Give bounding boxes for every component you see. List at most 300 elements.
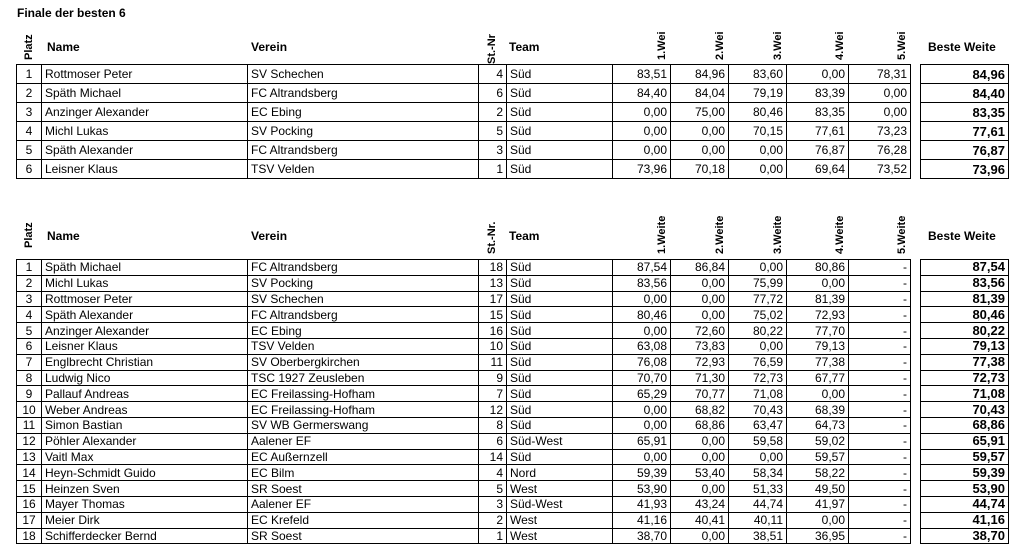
weite-3-cell: 0,00	[729, 338, 787, 354]
weite-3-cell: 0,00	[729, 160, 787, 179]
weite-5-cell: -	[849, 449, 911, 465]
platz-cell: 8	[17, 370, 42, 386]
beste-weite-cell: 87,54	[921, 260, 1009, 276]
header-stnr: St.-Nr	[486, 34, 498, 64]
header-weite-5: 5.Weite	[896, 215, 908, 254]
startnummer-cell: 10	[479, 338, 507, 354]
name-cell: Rottmoser Peter	[42, 291, 248, 307]
header-weite-2: 2.Weite	[714, 215, 726, 254]
weite-3-cell: 71,08	[729, 386, 787, 402]
table-row	[17, 417, 1009, 433]
table-row	[17, 512, 1009, 528]
table-row	[17, 122, 1009, 141]
header-weite-4: 4.Wei	[834, 31, 846, 60]
platz-cell: 5	[17, 141, 42, 160]
spacer	[911, 84, 921, 103]
weite-1-cell: 0,00	[613, 417, 671, 433]
startnummer-cell: 8	[479, 417, 507, 433]
verein-cell: SV Oberbergkirchen	[248, 354, 479, 370]
header-name: Name	[47, 229, 80, 243]
weite-2-cell: 72,93	[671, 354, 729, 370]
weite-2-cell: 0,00	[671, 141, 729, 160]
beste-weite-cell: 80,22	[921, 323, 1009, 339]
verein-cell: FC Altrandsberg	[248, 84, 479, 103]
verein-cell: EC Außernzell	[248, 449, 479, 465]
weite-2-cell: 53,40	[671, 465, 729, 481]
startnummer-cell: 18	[479, 260, 507, 276]
weite-2-cell: 70,77	[671, 386, 729, 402]
platz-cell: 1	[17, 65, 42, 84]
weite-4-cell: 83,35	[787, 103, 849, 122]
name-cell: Schifferdecker Bernd	[42, 528, 248, 544]
weite-2-cell: 72,60	[671, 323, 729, 339]
table-row	[17, 465, 1009, 481]
weite-3-cell: 40,11	[729, 512, 787, 528]
verein-cell: EC Freilassing-Hofham	[248, 402, 479, 418]
weite-3-cell: 0,00	[729, 449, 787, 465]
name-cell: Anzinger Alexander	[42, 323, 248, 339]
header-weite-5: 5.Wei	[896, 31, 908, 60]
weite-5-cell: -	[849, 528, 911, 544]
team-cell: Süd	[507, 141, 613, 160]
platz-cell: 4	[17, 307, 42, 323]
weite-2-cell: 40,41	[671, 512, 729, 528]
weite-4-cell: 49,50	[787, 481, 849, 497]
header-weite-4: 4.Weite	[834, 215, 846, 254]
weite-3-cell: 70,15	[729, 122, 787, 141]
verein-cell: SV Pocking	[248, 275, 479, 291]
verein-cell: FC Altrandsberg	[248, 307, 479, 323]
header-weite-1: 1.Wei	[656, 31, 668, 60]
header-beste-weite: Beste Weite	[928, 229, 996, 243]
weite-3-cell: 75,02	[729, 307, 787, 323]
team-cell: Süd-West	[507, 496, 613, 512]
spacer	[911, 402, 921, 418]
startnummer-cell: 14	[479, 449, 507, 465]
team-cell: Süd	[507, 402, 613, 418]
spacer	[911, 354, 921, 370]
weite-2-cell: 43,24	[671, 496, 729, 512]
team-cell: Süd	[507, 122, 613, 141]
beste-weite-cell: 71,08	[921, 386, 1009, 402]
table-row	[17, 433, 1009, 449]
weite-1-cell: 0,00	[613, 323, 671, 339]
startnummer-cell: 12	[479, 402, 507, 418]
table-row	[17, 141, 1009, 160]
name-cell: Englbrecht Christian	[42, 354, 248, 370]
team-cell: West	[507, 481, 613, 497]
weite-5-cell: -	[849, 338, 911, 354]
weite-5-cell: -	[849, 496, 911, 512]
name-cell: Heinzen Sven	[42, 481, 248, 497]
weite-5-cell: -	[849, 402, 911, 418]
weite-5-cell: -	[849, 370, 911, 386]
startnummer-cell: 5	[479, 481, 507, 497]
beste-weite-cell: 59,39	[921, 465, 1009, 481]
startnummer-cell: 7	[479, 386, 507, 402]
weite-3-cell: 44,74	[729, 496, 787, 512]
weite-3-cell: 80,46	[729, 103, 787, 122]
weite-5-cell: -	[849, 354, 911, 370]
platz-cell: 6	[17, 338, 42, 354]
weite-2-cell: 0,00	[671, 291, 729, 307]
weite-3-cell: 0,00	[729, 141, 787, 160]
spacer	[911, 291, 921, 307]
beste-weite-cell: 83,35	[921, 103, 1009, 122]
team-cell: Süd	[507, 65, 613, 84]
weite-4-cell: 77,38	[787, 354, 849, 370]
header-verein: Verein	[251, 229, 288, 243]
weite-2-cell: 68,82	[671, 402, 729, 418]
weite-5-cell: -	[849, 481, 911, 497]
beste-weite-cell: 79,13	[921, 338, 1009, 354]
spacer	[911, 386, 921, 402]
verein-cell: TSV Velden	[248, 338, 479, 354]
weite-1-cell: 0,00	[613, 122, 671, 141]
name-cell: Anzinger Alexander	[42, 103, 248, 122]
weite-3-cell: 63,47	[729, 417, 787, 433]
beste-weite-cell: 76,87	[921, 141, 1009, 160]
weite-1-cell: 0,00	[613, 141, 671, 160]
weite-1-cell: 38,70	[613, 528, 671, 544]
name-cell: Heyn-Schmidt Guido	[42, 465, 248, 481]
beste-weite-cell: 53,90	[921, 481, 1009, 497]
weite-1-cell: 63,08	[613, 338, 671, 354]
page-title: Finale der besten 6	[17, 6, 126, 20]
team-cell: Süd	[507, 417, 613, 433]
startnummer-cell: 1	[479, 528, 507, 544]
verein-cell: SV Schechen	[248, 65, 479, 84]
name-cell: Weber Andreas	[42, 402, 248, 418]
table-row	[17, 260, 1009, 276]
table-row	[17, 275, 1009, 291]
weite-5-cell: 73,52	[849, 160, 911, 179]
header-platz: Platz	[23, 222, 35, 248]
weite-5-cell: -	[849, 260, 911, 276]
platz-cell: 9	[17, 386, 42, 402]
beste-weite-cell: 84,40	[921, 84, 1009, 103]
spacer	[911, 141, 921, 160]
weite-2-cell: 0,00	[671, 528, 729, 544]
name-cell: Pallauf Andreas	[42, 386, 248, 402]
team-cell: Süd	[507, 386, 613, 402]
table-row	[17, 496, 1009, 512]
table-row	[17, 65, 1009, 84]
header-platz: Platz	[23, 34, 35, 60]
startnummer-cell: 6	[479, 433, 507, 449]
platz-cell: 11	[17, 417, 42, 433]
weite-4-cell: 36,95	[787, 528, 849, 544]
team-cell: Süd	[507, 160, 613, 179]
weite-3-cell: 76,59	[729, 354, 787, 370]
table-row	[17, 160, 1009, 179]
weite-1-cell: 41,93	[613, 496, 671, 512]
weite-4-cell: 67,77	[787, 370, 849, 386]
startnummer-cell: 4	[479, 65, 507, 84]
weite-5-cell: 76,28	[849, 141, 911, 160]
spacer	[911, 481, 921, 497]
name-cell: Leisner Klaus	[42, 338, 248, 354]
weite-1-cell: 0,00	[613, 291, 671, 307]
spacer	[911, 528, 921, 544]
spacer	[911, 103, 921, 122]
startnummer-cell: 3	[479, 141, 507, 160]
weite-3-cell: 80,22	[729, 323, 787, 339]
team-cell: Süd	[507, 338, 613, 354]
platz-cell: 15	[17, 481, 42, 497]
weite-2-cell: 84,04	[671, 84, 729, 103]
weite-2-cell: 86,84	[671, 260, 729, 276]
weite-3-cell: 77,72	[729, 291, 787, 307]
platz-cell: 3	[17, 103, 42, 122]
weite-2-cell: 0,00	[671, 122, 729, 141]
name-cell: Rottmoser Peter	[42, 65, 248, 84]
weite-2-cell: 73,83	[671, 338, 729, 354]
weite-4-cell: 80,86	[787, 260, 849, 276]
name-cell: Späth Alexander	[42, 307, 248, 323]
startnummer-cell: 16	[479, 323, 507, 339]
platz-cell: 13	[17, 449, 42, 465]
startnummer-cell: 2	[479, 512, 507, 528]
header-weite-3: 3.Wei	[772, 31, 784, 60]
final-results-table	[16, 26, 1008, 186]
verein-cell: SV Pocking	[248, 122, 479, 141]
team-cell: Süd	[507, 275, 613, 291]
team-cell: West	[507, 528, 613, 544]
table-row	[17, 370, 1009, 386]
platz-cell: 3	[17, 291, 42, 307]
beste-weite-cell: 59,57	[921, 449, 1009, 465]
platz-cell: 2	[17, 84, 42, 103]
weite-3-cell: 72,73	[729, 370, 787, 386]
platz-cell: 14	[17, 465, 42, 481]
weite-4-cell: 69,64	[787, 160, 849, 179]
verein-cell: TSC 1927 Zeusleben	[248, 370, 479, 386]
platz-cell: 2	[17, 275, 42, 291]
verein-cell: EC Freilassing-Hofham	[248, 386, 479, 402]
weite-4-cell: 81,39	[787, 291, 849, 307]
table-row	[17, 291, 1009, 307]
platz-cell: 7	[17, 354, 42, 370]
header-stnr: St.-Nr.	[486, 221, 498, 254]
name-cell: Ludwig Nico	[42, 370, 248, 386]
team-cell: Süd	[507, 354, 613, 370]
platz-cell: 1	[17, 260, 42, 276]
beste-weite-cell: 81,39	[921, 291, 1009, 307]
weite-3-cell: 83,60	[729, 65, 787, 84]
table-row	[17, 386, 1009, 402]
weite-2-cell: 84,96	[671, 65, 729, 84]
results-grid	[16, 259, 1009, 544]
weite-2-cell: 68,86	[671, 417, 729, 433]
header-name: Name	[47, 40, 80, 54]
beste-weite-cell: 38,70	[921, 528, 1009, 544]
weite-1-cell: 0,00	[613, 103, 671, 122]
weite-2-cell: 0,00	[671, 275, 729, 291]
spacer	[911, 433, 921, 449]
header-weite-3: 3.Weite	[772, 215, 784, 254]
beste-weite-cell: 84,96	[921, 65, 1009, 84]
weite-1-cell: 0,00	[613, 402, 671, 418]
weite-4-cell: 68,39	[787, 402, 849, 418]
weite-3-cell: 70,43	[729, 402, 787, 418]
spacer	[911, 338, 921, 354]
table-row	[17, 103, 1009, 122]
verein-cell: SR Soest	[248, 481, 479, 497]
weite-1-cell: 65,29	[613, 386, 671, 402]
results-grid	[16, 64, 1009, 179]
beste-weite-cell: 80,46	[921, 307, 1009, 323]
weite-3-cell: 79,19	[729, 84, 787, 103]
team-cell: Süd	[507, 103, 613, 122]
verein-cell: Aalener EF	[248, 496, 479, 512]
weite-4-cell: 0,00	[787, 512, 849, 528]
weite-4-cell: 0,00	[787, 275, 849, 291]
verein-cell: FC Altrandsberg	[248, 260, 479, 276]
startnummer-cell: 17	[479, 291, 507, 307]
platz-cell: 12	[17, 433, 42, 449]
team-cell: Süd	[507, 370, 613, 386]
weite-3-cell: 0,00	[729, 260, 787, 276]
beste-weite-cell: 65,91	[921, 433, 1009, 449]
team-cell: Süd	[507, 291, 613, 307]
beste-weite-cell: 83,56	[921, 275, 1009, 291]
weite-2-cell: 0,00	[671, 433, 729, 449]
weite-3-cell: 58,34	[729, 465, 787, 481]
spacer	[911, 417, 921, 433]
header-weite-2: 2.Wei	[714, 31, 726, 60]
weite-2-cell: 70,18	[671, 160, 729, 179]
name-cell: Vaitl Max	[42, 449, 248, 465]
team-cell: Nord	[507, 465, 613, 481]
weite-1-cell: 0,00	[613, 449, 671, 465]
weite-1-cell: 70,70	[613, 370, 671, 386]
weite-2-cell: 0,00	[671, 449, 729, 465]
beste-weite-cell: 70,43	[921, 402, 1009, 418]
platz-cell: 17	[17, 512, 42, 528]
beste-weite-cell: 41,16	[921, 512, 1009, 528]
weite-4-cell: 77,61	[787, 122, 849, 141]
weite-5-cell: -	[849, 465, 911, 481]
team-cell: West	[507, 512, 613, 528]
table-header	[16, 26, 1008, 64]
spacer	[911, 370, 921, 386]
spacer	[911, 323, 921, 339]
weite-1-cell: 65,91	[613, 433, 671, 449]
name-cell: Späth Alexander	[42, 141, 248, 160]
weite-2-cell: 75,00	[671, 103, 729, 122]
verein-cell: SR Soest	[248, 528, 479, 544]
weite-1-cell: 84,40	[613, 84, 671, 103]
weite-4-cell: 0,00	[787, 386, 849, 402]
spacer	[911, 260, 921, 276]
weite-5-cell: -	[849, 291, 911, 307]
spacer	[911, 449, 921, 465]
table-row	[17, 354, 1009, 370]
weite-4-cell: 76,87	[787, 141, 849, 160]
spacer	[911, 65, 921, 84]
name-cell: Pöhler Alexander	[42, 433, 248, 449]
verein-cell: EC Ebing	[248, 323, 479, 339]
startnummer-cell: 3	[479, 496, 507, 512]
platz-cell: 16	[17, 496, 42, 512]
weite-5-cell: -	[849, 433, 911, 449]
table-row	[17, 449, 1009, 465]
name-cell: Leisner Klaus	[42, 160, 248, 179]
verein-cell: SV Schechen	[248, 291, 479, 307]
beste-weite-cell: 72,73	[921, 370, 1009, 386]
platz-cell: 6	[17, 160, 42, 179]
startnummer-cell: 1	[479, 160, 507, 179]
weite-2-cell: 0,00	[671, 307, 729, 323]
team-cell: Süd	[507, 323, 613, 339]
weite-4-cell: 79,13	[787, 338, 849, 354]
verein-cell: FC Altrandsberg	[248, 141, 479, 160]
header-team: Team	[509, 229, 540, 243]
beste-weite-cell: 44,74	[921, 496, 1009, 512]
verein-cell: EC Krefeld	[248, 512, 479, 528]
startnummer-cell: 6	[479, 84, 507, 103]
weite-4-cell: 59,57	[787, 449, 849, 465]
name-cell: Mayer Thomas	[42, 496, 248, 512]
weite-2-cell: 0,00	[671, 481, 729, 497]
startnummer-cell: 15	[479, 307, 507, 323]
header-verein: Verein	[251, 40, 288, 54]
startnummer-cell: 13	[479, 275, 507, 291]
name-cell: Michl Lukas	[42, 275, 248, 291]
verein-cell: Aalener EF	[248, 433, 479, 449]
weite-2-cell: 71,30	[671, 370, 729, 386]
weite-1-cell: 41,16	[613, 512, 671, 528]
startnummer-cell: 2	[479, 103, 507, 122]
weite-1-cell: 76,08	[613, 354, 671, 370]
weite-5-cell: 78,31	[849, 65, 911, 84]
spacer	[911, 465, 921, 481]
spacer	[911, 275, 921, 291]
spacer	[911, 512, 921, 528]
weite-5-cell: -	[849, 512, 911, 528]
name-cell: Späth Michael	[42, 84, 248, 103]
table-row	[17, 307, 1009, 323]
platz-cell: 18	[17, 528, 42, 544]
table-header	[16, 208, 1008, 258]
table-row	[17, 84, 1009, 103]
table-row	[17, 323, 1009, 339]
platz-cell: 10	[17, 402, 42, 418]
team-cell: Süd	[507, 84, 613, 103]
spacer	[911, 307, 921, 323]
table-row	[17, 402, 1009, 418]
weite-4-cell: 64,73	[787, 417, 849, 433]
weite-5-cell: -	[849, 323, 911, 339]
weite-5-cell: 0,00	[849, 84, 911, 103]
weite-1-cell: 53,90	[613, 481, 671, 497]
weite-5-cell: -	[849, 307, 911, 323]
team-cell: Süd	[507, 260, 613, 276]
weite-4-cell: 83,39	[787, 84, 849, 103]
weite-5-cell: 0,00	[849, 103, 911, 122]
verein-cell: SV WB Germerswang	[248, 417, 479, 433]
table-row	[17, 528, 1009, 544]
weite-1-cell: 73,96	[613, 160, 671, 179]
weite-1-cell: 87,54	[613, 260, 671, 276]
weite-5-cell: -	[849, 275, 911, 291]
weite-1-cell: 80,46	[613, 307, 671, 323]
platz-cell: 4	[17, 122, 42, 141]
weite-3-cell: 75,99	[729, 275, 787, 291]
name-cell: Simon Bastian	[42, 417, 248, 433]
weite-4-cell: 41,97	[787, 496, 849, 512]
